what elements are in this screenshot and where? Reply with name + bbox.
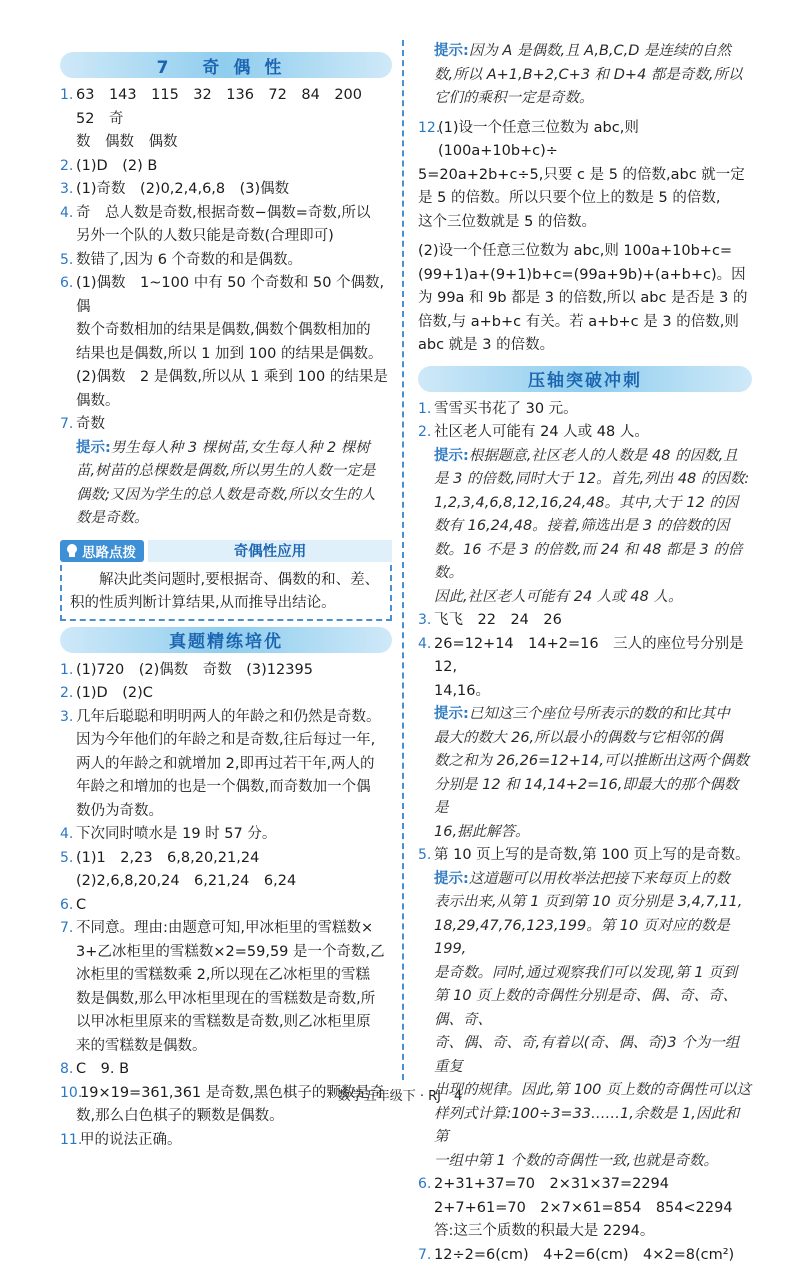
item-number: 5. — [60, 249, 76, 273]
hint-line: 一组中第 1 个数的奇偶性一致,也就是奇数。 — [418, 1150, 752, 1174]
hint-5 — [418, 868, 752, 892]
item-number: 3. — [60, 178, 76, 202]
item-text: 19×19=361,361 是奇数,黑色棋子的颗数是奇 — [80, 1082, 392, 1106]
answers-yazhou-6 — [418, 1173, 752, 1267]
hint-line: 最大的数大 26,所以最小的偶数与它相邻的偶 — [418, 727, 752, 751]
item-number — [60, 776, 76, 800]
item-text: (1)设一个任意三位数为 abc,则(100a+10b+c)÷ — [438, 117, 752, 164]
item-text: 2+31+37=70 2×31×37=2294 — [434, 1173, 752, 1197]
answer-item — [60, 1105, 392, 1129]
hint-line: 因此,社区老人可能有 24 人或 48 人。 — [418, 586, 752, 610]
answer-item — [60, 413, 392, 437]
hint-line: 样列式计算:100÷3=33……1,余数是 1,因此和第 — [418, 1103, 752, 1150]
item-text: (1)1 2,23 6,8,20,21,24 — [76, 847, 392, 871]
item-text: (2)偶数 2 是偶数,所以从 1 乘到 100 的结果是 — [76, 366, 392, 390]
answer-item — [60, 1035, 392, 1059]
answer-item — [60, 917, 392, 941]
answer-item — [418, 1244, 752, 1267]
answer-item — [60, 870, 392, 894]
item-text: 数错了,因为 6 个奇数的和是偶数。 — [76, 249, 392, 273]
item-text: (1)D (2)C — [76, 682, 392, 706]
item-text: (1)偶数 1~100 中有 50 个奇数和 50 个偶数,偶 — [76, 272, 392, 319]
item-text: 年龄之和增加的也是一个偶数,而奇数加一个偶 — [76, 776, 392, 800]
hint-line: 出现的规律。因此,第 100 页上数的奇偶性可以这 — [418, 1079, 752, 1103]
item-number — [60, 800, 76, 824]
item-text: 26=12+14 14+2=16 三人的座位号分别是 12, — [434, 633, 752, 680]
hint-7 — [60, 437, 392, 461]
item-number — [60, 988, 76, 1012]
item-number: 10. — [60, 1082, 80, 1106]
answers-yazhou-1 — [418, 398, 752, 445]
hint-line: 数之和为 26,26=12+14,可以推断出这两个偶数 — [418, 750, 752, 774]
answer-item — [60, 894, 392, 918]
hint-line: 是 3 的倍数,同时大于 12。首先,列出 48 的因数: — [418, 468, 752, 492]
item-number — [60, 753, 76, 777]
hint-line: 数是奇数。 — [60, 507, 392, 531]
answer-item — [418, 1173, 752, 1197]
hint-line: 是奇数。同时,通过观察我们可以发现,第 1 页到 — [418, 962, 752, 986]
item-text: 3+乙冰柜里的雪糕数×2=59,59 是一个奇数,乙 — [76, 941, 392, 965]
left-column — [60, 50, 392, 1152]
answer-item — [418, 633, 752, 680]
answer-item — [60, 729, 392, 753]
item-text: 社区老人可能有 24 人或 48 人。 — [434, 421, 752, 445]
hint-11 — [418, 40, 752, 64]
answer-item — [60, 249, 392, 273]
item-number: 5. — [418, 844, 434, 868]
tip-badge-label: 思路点拨 — [82, 541, 136, 561]
item-text: (2)2,6,8,20,24 6,21,24 6,24 — [76, 870, 392, 894]
section-header-7: 7 奇偶性 — [60, 52, 392, 78]
item-number: 1. — [60, 659, 76, 683]
column-divider — [402, 40, 404, 1080]
answer-item — [60, 823, 392, 847]
answer-item — [418, 680, 752, 704]
item-text: 答:这三个质数的积最大是 2294。 — [434, 1220, 752, 1244]
item-number — [60, 870, 76, 894]
hint-line: 因为 A 是偶数,且 A,B,C,D 是连续的自然 — [469, 43, 731, 59]
hint-label: 提示: — [434, 706, 469, 722]
answer-line: (2)设一个任意三位数为 abc,则 100a+10b+c= — [418, 240, 752, 264]
answer-item — [60, 659, 392, 683]
item-text: 12÷2=6(cm) 4+2=6(cm) 4×2=8(cm²) — [434, 1244, 752, 1267]
item-text: 下次同时喷水是 19 时 57 分。 — [76, 823, 392, 847]
answers-section-7 — [60, 84, 392, 437]
item-number — [60, 131, 76, 155]
answers-yazhou-3 — [418, 609, 752, 703]
hint-line: 分别是 12 和 14,14+2=16,即最大的那个偶数是 — [418, 774, 752, 821]
tip-title: 奇偶性应用 — [148, 540, 392, 562]
answer-item — [60, 753, 392, 777]
item-number: 7. — [60, 917, 76, 941]
item-number: 11. — [60, 1129, 80, 1153]
hint-line: 已知这三个座位号所表示的数的和比其中 — [469, 706, 730, 722]
item-number — [60, 1011, 76, 1035]
answer-item — [418, 1197, 752, 1221]
tip-header — [60, 539, 392, 563]
item-text: 数 偶数 偶数 — [76, 131, 392, 155]
item-text: (1)奇数 (2)0,2,4,6,8 (3)偶数 — [76, 178, 392, 202]
item-text: 数个奇数相加的结果是偶数,偶数个偶数相加的 — [76, 319, 392, 343]
item-text: 14,16。 — [434, 680, 752, 704]
item-number — [60, 729, 76, 753]
item-text: 63 143 115 32 136 72 84 200 52 奇 — [76, 84, 392, 131]
answer-item — [60, 366, 392, 390]
item-number: 2. — [60, 155, 76, 179]
item-number — [60, 366, 76, 390]
item-text: 飞飞 22 24 26 — [434, 609, 752, 633]
answer-item — [60, 390, 392, 414]
answer-item — [60, 343, 392, 367]
item-number — [60, 964, 76, 988]
answer-item — [60, 1129, 392, 1153]
item-number — [60, 390, 76, 414]
answer-item — [60, 706, 392, 730]
answer-line: 是 5 的倍数。所以只要个位上的数是 5 的倍数, — [418, 187, 752, 211]
answer-item — [60, 155, 392, 179]
answer-line: 为 99a 和 9b 都是 3 的倍数,所以 abc 是否是 3 的 — [418, 287, 752, 311]
item-number: 5. — [60, 847, 76, 871]
hint-line: 这道题可以用枚举法把接下来每页上的数 — [469, 871, 730, 887]
answer-item — [60, 272, 392, 319]
item-number: 4. — [418, 633, 434, 680]
answer-item — [60, 682, 392, 706]
item-text: 数,那么白色棋子的颗数是偶数。 — [76, 1105, 392, 1129]
hint-label: 提示: — [434, 871, 469, 887]
item-text: 数是偶数,那么甲冰柜里现在的雪糕数是奇数,所 — [76, 988, 392, 1012]
hint-line: 数有 16,24,48。接着,筛选出是 3 的倍数的因 — [418, 515, 752, 539]
item-text: 来的雪糕数是偶数。 — [76, 1035, 392, 1059]
hint-4 — [418, 703, 752, 727]
answer-item — [418, 421, 752, 445]
hint-label: 提示: — [76, 440, 111, 456]
item-number: 6. — [60, 272, 76, 319]
item-text: 以甲冰柜里原来的雪糕数是奇数,则乙冰柜里原 — [76, 1011, 392, 1035]
answers-section-zhenti — [60, 659, 392, 1153]
answer-item — [60, 225, 392, 249]
answer-item — [418, 844, 752, 868]
hint-label: 提示: — [434, 43, 469, 59]
hint-line: 根据题意,社区老人的人数是 48 的因数,且 — [469, 448, 738, 464]
item-number: 7. — [418, 1244, 434, 1267]
answer-line: 5=20a+2b+c÷5,只要 c 是 5 的倍数,abc 就一定 — [418, 164, 752, 188]
item-number — [418, 1197, 434, 1221]
item-text: 2+7+61=70 2×7×61=854 854<2294 — [434, 1197, 752, 1221]
answer-item — [60, 964, 392, 988]
item-number: 1. — [418, 398, 434, 422]
item-number: 4. — [60, 202, 76, 226]
item-number: 6. — [60, 894, 76, 918]
item-number: 3. — [60, 706, 76, 730]
item-number: 2. — [60, 682, 76, 706]
tip-badge — [60, 540, 144, 562]
item-number — [418, 1220, 434, 1244]
lightbulb-icon — [66, 544, 78, 558]
item-text: 冰柜里的雪糕数乘 2,所以现在乙冰柜里的雪糕 — [76, 964, 392, 988]
answer-item — [60, 847, 392, 871]
item-number — [60, 1035, 76, 1059]
right-column — [418, 40, 752, 1267]
answer-item — [60, 1011, 392, 1035]
answer-line: 这个三位数就是 5 的倍数。 — [418, 211, 752, 235]
item-number: 3. — [418, 609, 434, 633]
item-number: 12. — [418, 117, 438, 164]
answer-item — [60, 800, 392, 824]
item-text: 甲的说法正确。 — [80, 1129, 392, 1153]
answer-line: (99+1)a+(9+1)b+c=(99a+9b)+(a+b+c)。因 — [418, 264, 752, 288]
item-number — [60, 225, 76, 249]
hint-line: 16,据此解答。 — [418, 821, 752, 845]
hint-label: 提示: — [434, 448, 469, 464]
item-text: (1)D (2) B — [76, 155, 392, 179]
section-header-zhenti: 真题精练培优 — [60, 627, 392, 653]
answer-item — [418, 1220, 752, 1244]
answer-item-12 — [418, 117, 752, 164]
section-header-yazhou: 压轴突破冲刺 — [418, 366, 752, 392]
item-text: 偶数。 — [76, 390, 392, 414]
tip-text: 解决此类问题时,要根据奇、偶数的和、差、积的性质判断计算结果,从而推导出结论。 — [60, 565, 392, 621]
item-text: 奇 总人数是奇数,根据奇数−偶数=奇数,所以 — [76, 202, 392, 226]
item-number: 6. — [418, 1173, 434, 1197]
hint-line: 数。16 不是 3 的倍数,而 24 和 48 都是 3 的倍数。 — [418, 539, 752, 586]
item-text: 雪雪买书花了 30 元。 — [434, 398, 752, 422]
answer-item — [60, 131, 392, 155]
item-text: 几年后聪聪和明明两人的年龄之和仍然是奇数。 — [76, 706, 392, 730]
item-text: 数仍为奇数。 — [76, 800, 392, 824]
item-text: 另外一个队的人数只能是奇数(合理即可) — [76, 225, 392, 249]
item-text: 两人的年龄之和就增加 2,即再过若干年,两人的 — [76, 753, 392, 777]
hint-line: 偶数;又因为学生的总人数是奇数,所以女生的人 — [60, 484, 392, 508]
answer-item — [60, 776, 392, 800]
hint-line: 表示出来,从第 1 页到第 10 页分别是 3,4,7,11, — [418, 891, 752, 915]
hint-line: 第 10 页上数的奇偶性分别是奇、偶、奇、奇、偶、奇、 — [418, 985, 752, 1032]
answer-item — [60, 178, 392, 202]
hint-line: 它们的乘积一定是奇数。 — [418, 87, 752, 111]
item-number — [60, 343, 76, 367]
answer-item — [60, 202, 392, 226]
hint-line: 奇、偶、奇、奇,有着以(奇、偶、奇)3 个为一组重复 — [418, 1032, 752, 1079]
answer-item — [60, 941, 392, 965]
item-number — [60, 319, 76, 343]
item-number: 7. — [60, 413, 76, 437]
hint-line: 男生每人种 3 棵树苗,女生每人种 2 棵树 — [111, 440, 370, 456]
answer-item — [60, 988, 392, 1012]
answer-item — [418, 398, 752, 422]
answer-item — [60, 319, 392, 343]
item-text: 结果也是偶数,所以 1 加到 100 的结果是偶数。 — [76, 343, 392, 367]
item-number — [60, 941, 76, 965]
item-number: 2. — [418, 421, 434, 445]
item-text: 因为今年他们的年龄之和是奇数,往后每过一年, — [76, 729, 392, 753]
item-text: (1)720 (2)偶数 奇数 (3)12395 — [76, 659, 392, 683]
item-text: 第 10 页上写的是奇数,第 100 页上写的是奇数。 — [434, 844, 752, 868]
item-number: 4. — [60, 823, 76, 847]
item-text: C — [76, 894, 392, 918]
item-number: 1. — [60, 84, 76, 131]
item-text: 不同意。理由:由题意可知,甲冰柜里的雪糕数× — [76, 917, 392, 941]
item-number — [60, 1105, 76, 1129]
hint-line: 数,所以 A+1,B+2,C+3 和 D+4 都是奇数,所以 — [418, 64, 752, 88]
answer-item — [60, 84, 392, 131]
answer-item — [60, 1058, 392, 1082]
item-number — [418, 680, 434, 704]
answer-line: abc 就是 3 的倍数。 — [418, 334, 752, 358]
answers-yazhou-5 — [418, 844, 752, 868]
hint-line: 苗,树苗的总棵数是偶数,所以男生的人数一定是 — [60, 460, 392, 484]
answer-item — [418, 609, 752, 633]
item-text: 奇数 — [76, 413, 392, 437]
hint-line: 1,2,3,4,6,8,12,16,24,48。其中,大于 12 的因 — [418, 492, 752, 516]
answer-line: 倍数,与 a+b+c 有关。若 a+b+c 是 3 的倍数,则 — [418, 311, 752, 335]
item-number: 8. — [60, 1058, 76, 1082]
item-text: C 9. B — [76, 1058, 392, 1082]
page-footer: 数学五年级下 · RJ 4 — [0, 1085, 800, 1104]
hint-2 — [418, 445, 752, 469]
hint-line: 18,29,47,76,123,199。第 10 页对应的数是 199, — [418, 915, 752, 962]
